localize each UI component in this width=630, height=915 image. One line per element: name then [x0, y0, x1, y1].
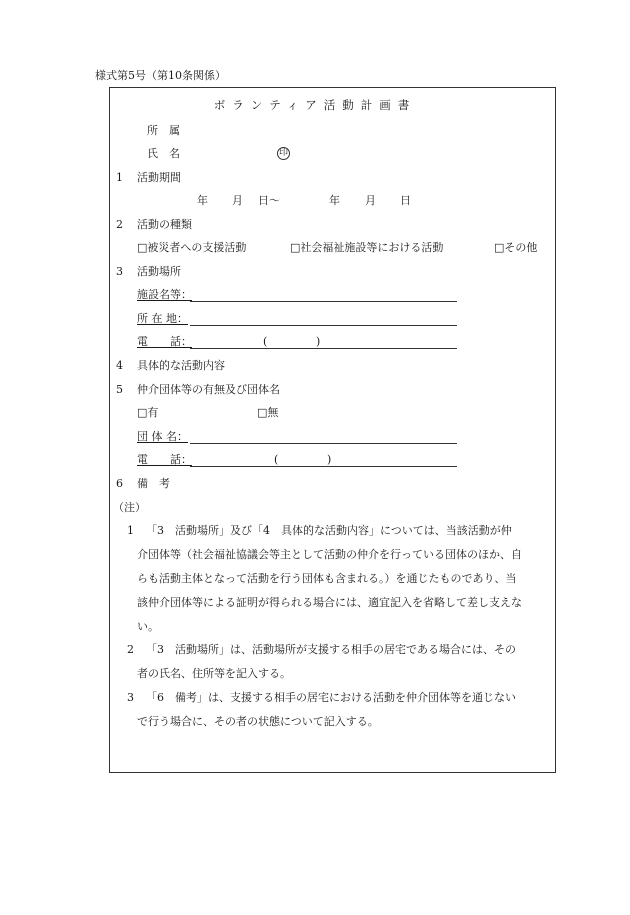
seal-mark: 印: [278, 148, 288, 158]
org-name-line[interactable]: [190, 443, 457, 444]
note-2-number: 2: [127, 643, 134, 656]
note-3-line: で行う場合に、その者の状態について記入する。: [137, 715, 379, 728]
org-phone-label: 電 話：: [137, 453, 192, 466]
checkbox-other[interactable]: □その他: [494, 241, 538, 254]
note-2-line: 者の氏名、住所等を記入する。: [137, 667, 291, 680]
checkbox-welfare-facility[interactable]: □社会福祉施設等における活動: [290, 241, 444, 254]
facility-name-label: 施設名等：: [137, 288, 192, 301]
section-1-label: 活動期間: [137, 171, 181, 184]
period-to-month: 月: [365, 194, 376, 207]
section-6-number: 6: [116, 477, 123, 490]
period-from-day: 日〜: [258, 194, 280, 207]
section-2-number: 2: [116, 218, 123, 231]
org-phone-line[interactable]: [190, 466, 457, 467]
location-address-label: 所 在 地：: [137, 312, 188, 325]
note-1-number: 1: [127, 524, 134, 537]
location-phone-paren-open: (: [263, 335, 268, 348]
section-3-number: 3: [116, 265, 123, 278]
section-5-number: 5: [116, 383, 123, 396]
org-phone-paren-close: ): [327, 453, 332, 466]
period-to-year: 年: [329, 194, 340, 207]
section-1-number: 1: [116, 171, 123, 184]
section-2-label: 活動の種類: [137, 218, 192, 231]
note-1-line: 該仲介団体等による証明が得られる場合には、適宜記入を省略して差し支えな: [137, 596, 522, 609]
location-phone-line[interactable]: [190, 348, 457, 349]
period-to-day: 日: [400, 194, 411, 207]
section-6-label: 備 考: [137, 477, 170, 490]
section-4-number: 4: [116, 359, 123, 372]
note-1-line: 「3 活動場所」及び「4 具体的な活動内容」については、当該活動が仲: [146, 524, 512, 537]
section-3-label: 活動場所: [137, 265, 181, 278]
form-title: ボランティア活動計画書: [213, 98, 417, 112]
section-4-label: 具体的な活動内容: [137, 359, 225, 372]
affiliation-label: 所 属: [147, 124, 180, 137]
location-phone-paren-close: ): [316, 335, 321, 348]
notes-heading: （注）: [113, 501, 146, 514]
note-3-number: 3: [127, 691, 134, 704]
org-phone-paren-open: (: [274, 453, 279, 466]
form-number-label: 様式第5号（第10条関係）: [95, 69, 226, 82]
note-2-line: 「3 活動場所」は、活動場所が支援する相手の居宅である場合には、その: [146, 643, 516, 656]
checkbox-org-yes[interactable]: □有: [137, 406, 159, 419]
note-3-line: 「6 備考」は、支援する相手の居宅における活動を仲介団体等を通じない: [146, 691, 516, 704]
org-name-label: 団 体 名：: [137, 430, 188, 443]
period-from-year: 年: [197, 194, 208, 207]
location-address-line[interactable]: [190, 325, 457, 326]
name-label: 氏 名: [147, 147, 180, 160]
note-1-line: い。: [137, 620, 159, 633]
checkbox-org-no[interactable]: □無: [257, 406, 279, 419]
note-1-line: らも活動主体となって活動を行う団体も含まれる。）を通じたものであり、当: [137, 572, 517, 585]
period-from-month: 月: [232, 194, 243, 207]
checkbox-disaster-support[interactable]: □被災者への支援活動: [137, 241, 247, 254]
note-1-line: 介団体等（社会福祉協議会等主として活動の仲介を行っている団体のほか、自: [137, 548, 522, 561]
section-5-label: 仲介団体等の有無及び団体名: [137, 383, 280, 396]
facility-name-line[interactable]: [190, 301, 457, 302]
location-phone-label: 電 話：: [137, 335, 192, 348]
